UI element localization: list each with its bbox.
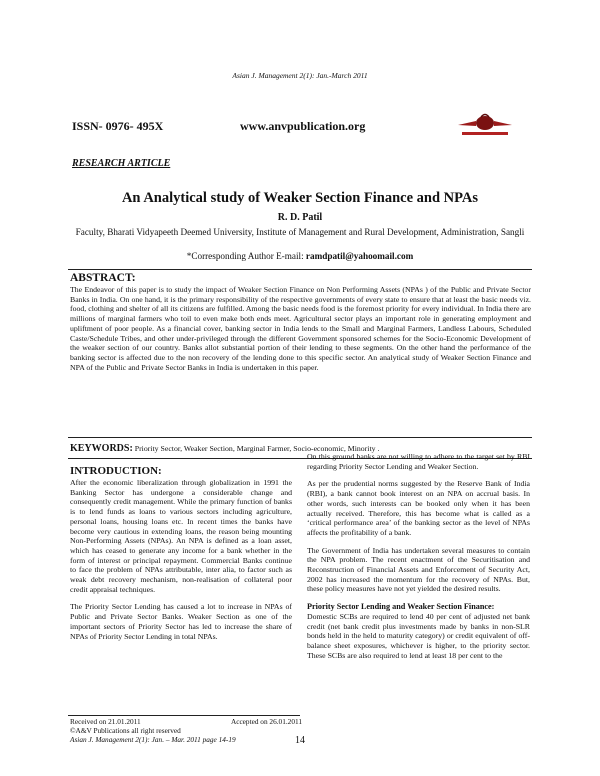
- citation: Asian J. Management 2(1): Jan. – Mar. 2011 page 14-19: [70, 734, 236, 744]
- keywords-heading: KEYWORDS:: [70, 443, 133, 454]
- publisher-logo: [454, 111, 516, 139]
- article-type-label: RESEARCH ARTICLE: [72, 158, 171, 169]
- paragraph: The Priority Sector Lending has caused a lot to increase in NPAs of Public and Private Sector Banks. Weaker Section as one of the important sectors of Priority Sector has led to increase the share of NPAs of Priority Sector Lending in total NPAs.: [70, 602, 292, 641]
- accepted-date: Accepted on 26.01.2011: [230, 717, 302, 726]
- issn: ISSN- 0976- 495X: [72, 119, 164, 133]
- author-name: R. D. Patil: [277, 212, 323, 223]
- footer-divider: [68, 715, 300, 716]
- abstract-heading: ABSTRACT:: [70, 272, 136, 284]
- section-subheading: Priority Sector Lending and Weaker Section Finance:: [307, 602, 495, 612]
- copyright: ©A&V Publications all right reserved: [70, 725, 181, 735]
- left-column: [70, 478, 292, 649]
- divider: [68, 269, 532, 270]
- received-date: Received on 21.01.2011: [70, 717, 141, 726]
- journal-header: Asian J. Management 2(1): Jan.-March 2011: [232, 71, 368, 80]
- corresponding-author-line: [0, 251, 600, 261]
- website-url[interactable]: www.anvpublication.org: [240, 119, 366, 133]
- paragraph: After the economic liberalization through globalization in 1991 the Banking Sector has undergone a considerable change and consequently credit management. While the primary function of banks is to lend funds as loans to various sectors including agriculture, personal loans, housing loans etc. In recent times the banks have become very cautious in extending loans, the reason being mounting Non-Performing Assets (NPAs). An NPA is defined as a loan asset, which has ceased to generate any income for a bank whether in the form of interest or principal repayment. Commercial Banks continue to face the problem of NPAs attributable, inter alia, to factor such as weak debt recovery mechanism, non-realisation of collateral poor credit appraisal techniques.: [70, 478, 292, 594]
- paragraph: As per the prudential norms suggested by the Reserve Bank of India (RBI), a bank cannot book interest on an NPA on accrual basis. In other words, such interests can be booked only when it has been actually received. Therefore, this has become what is called as a ‘critical performance area’ of the banking sector as the level of NPAs affects the profitability of a bank.: [307, 479, 530, 537]
- right-column: [307, 452, 530, 660]
- article-title: An Analytical study of Weaker Section Finance and NPAs: [121, 190, 479, 206]
- paragraph: Domestic SCBs are required to lend 40 per cent of adjusted net bank credit (net bank credit plus investments made by banks in non-SLR bonds held in the held to maturity category) or credit equivalent of off-balance sheet exposures, whichever is higher, to the priority sector. These SCBs are also required to lend at least 18 per cent to the: [307, 611, 530, 660]
- introduction-heading: INTRODUCTION:: [70, 465, 162, 477]
- paragraph: The Government of India has undertaken several measures to contain the NPA problem. The recent enactment of the Securitisation and Reconstruction of Financial Assets and Enforcement of Security Act, 2002 has increased the momentum for the recovery of NPAs. But, these policy measures have not yet yielded the desired results.: [307, 545, 530, 594]
- author-affiliation: Faculty, Bharati Vidyapeeth Deemed University, Institute of Management and Rural Development, Administration, Sangli: [75, 227, 525, 237]
- divider: [68, 437, 532, 438]
- paragraph: On this ground banks are not willing to adhere to the target set by RBI regarding Priority Sector Lending and Weaker Section.: [307, 452, 530, 471]
- keywords-text: Priority Sector, Weaker Section, Marginal Farmer, Socio-economic, Minority .: [134, 444, 380, 453]
- corresponding-label: *Corresponding Author E-mail:: [186, 251, 304, 261]
- page-number: 14: [295, 735, 305, 746]
- abstract-text: The Endeavor of this paper is to study the impact of Weaker Section Finance on Non Performing Assets (NPAs ) of the Public and Private Sector Banks in India. On one hand, it is the primary responsibility of the respective governments of every state to ensure that at least the basic needs viz. food, clothing and shelter of all its citizens are fulfilled. Among the basic needs food is the foremost priority for every individual. In India there are millions of marginal farmers who toil to even make both ends meet. Agricultural sector plays an important role in generating employment and upliftment of poor people. As a financial cover, banking sector in India lends to the Small and Marginal Farmers, Landless Labours, Scheduled Caste/Schedule Tribes, and other under-privileged through the different Government sponsored schemes for the Socio-Economic Development of the weaker section of our country. Banks allot substantial portion of their lending to these segments. On the other hand the performance of the banking sector is affected due to the non recovery of the lending done to this specific sector. An analytical study of Weaker Section Finance and NPA of the Public and Private Sector Banks in India is undertaken in this paper.: [70, 285, 531, 372]
- author-email[interactable]: ramdpatil@yahoomail.com: [305, 251, 414, 261]
